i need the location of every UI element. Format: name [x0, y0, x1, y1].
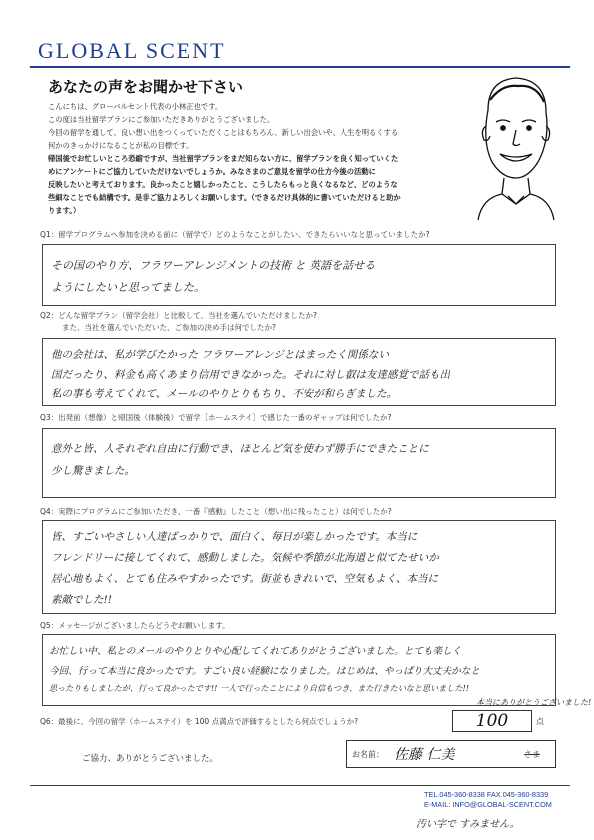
- intro-text: [48, 100, 478, 217]
- answer-5-line: 思ったりもしましたが、行って良かったです!! 一人で行ったことにより自信もつき、また行きたいなと思いました!!: [49, 683, 469, 693]
- honorific-suffix: さま: [524, 750, 540, 759]
- question-4-label: Q4：実際にプログラムにご参加いただき、一番『感動』したこと（想い出に残ったこと）は何でしたか?: [40, 507, 392, 516]
- answer-box-3: [42, 428, 556, 498]
- answer-5-line: 今回、行って本当に良かったです。すごい良い経験になりました。はじめは、やっぱり大丈夫かなと: [49, 666, 480, 677]
- contact-email: E-MAIL: INFO@GLOBAL-SCENT.COM: [424, 800, 552, 809]
- intro-line: こんにちは、グローバルセント代表の小林正也です。: [48, 102, 223, 111]
- answer-1-line: ようにしたいと思ってました。: [51, 281, 205, 294]
- intro-line: 帰国後でお忙しいところ恐縮ですが、当社留学プランをまだ知らない方に、留学プランを良く知っていくた: [48, 154, 399, 163]
- intro-line: めにアンケートにご協力していただけないでしょうか。みなさまのご意見を留学の仕方今後の活動に: [48, 167, 376, 176]
- answer-3-line: 意外と皆、人それぞれ自由に行動でき、ほとんど気を使わず勝手にできたことに: [51, 443, 429, 455]
- question-2-label: Q2：どんな留学プラン（留学会社）と比較して、当社を選んでいただけましたか?: [40, 311, 318, 320]
- score-side-note: 本当にありがとうございました!: [476, 698, 592, 707]
- answer-4-line: 素敵でした!!: [51, 594, 112, 606]
- answer-5-line: お忙しい中、私とのメールのやりとりや心配してくれてありがとうございました。とても楽しく: [49, 646, 462, 657]
- question-6-label: Q6：最後に、今回の留学（ホームステイ）を 100 点満点で評価するとしたら何点でしょうか?: [40, 717, 359, 726]
- intro-line: 何かのきっかけになることが私の目標です。: [48, 141, 194, 150]
- page-heading: あなたの声をお聞かせ下さい: [48, 78, 244, 96]
- question-2-sublabel: また、当社を選んでいただいた、ご参加の決め手は何でしたか?: [62, 323, 276, 332]
- brand-logo-text: GLOBAL SCENT: [38, 38, 226, 63]
- intro-line: 今回の留学を通して、良い想い出をつくっていただくことはもちろん、新しい出会いや、人生を明るくする: [48, 128, 399, 137]
- answer-4-line: フレンドリーに接してくれて、感動しました。気候や季節が北海道と似てたせいか: [51, 552, 439, 564]
- footer-divider: [30, 785, 570, 786]
- answer-2-line: 私の事も考えてくれて、メールのやりとりもちり、不安が和らぎました。: [51, 388, 398, 400]
- thanks-message: ご協力、ありがとうございました。: [82, 754, 219, 764]
- answer-4-line: 皆、すごいやさしい人達ばっかりで、面白く、毎日が楽しかったです。本当に: [51, 531, 418, 543]
- score-unit: 点: [536, 717, 544, 726]
- question-1-label: Q1：留学プログラムへ参加を決める前に（留学で）どのようなことがしたい、できたらいいなと思っていましたか?: [40, 230, 430, 239]
- answer-4-line: 居心地もよく、とても住みやすかったです。街並もきれいで、空気もよく、本当に: [51, 573, 439, 585]
- answer-box-1: [42, 244, 556, 306]
- intro-line: 些細なことでも結構です。是非ご協力よろしくお願いします。（できるだけ具体的に書いていただけると助か: [48, 193, 401, 202]
- handwritten-footnote: 汚い字で すみません。: [416, 819, 520, 830]
- question-3-label: Q3：出発前（想像）と帰国後（体験後）で留学［ホームステイ］で感じた一番のギャップは何でしたか?: [40, 413, 392, 422]
- answer-box-5: [42, 634, 556, 706]
- intro-line: この度は当社留学プランにご参加いただきありがとうございました。: [48, 115, 275, 124]
- name-label: お名前：: [352, 750, 384, 759]
- answer-3-line: 少し驚きました。: [51, 465, 135, 477]
- name-value: 佐藤 仁美: [394, 747, 455, 763]
- answer-2-line: 他の会社は、私が学びたかった フラワーアレンジとはまったく関係ない: [51, 349, 389, 361]
- question-5-label: Q5：メッセージがございましたらどうぞお願いします。: [40, 621, 230, 630]
- answer-1-line: その国のやり方、フラワーアレンジメントの技術 と 英語を話せる: [51, 259, 376, 272]
- contact-phone-fax: TEL.045-360-8338 FAX.045-360-8339: [424, 790, 549, 799]
- answer-box-2: [42, 338, 556, 406]
- score-box: 100: [452, 710, 532, 732]
- intro-line: 反映したいと考えております。良かったこと嬉しかったこと、こうしたらもっと良くなるなど、どのような: [48, 180, 398, 189]
- representative-caricature: [458, 70, 570, 220]
- intro-line: ります。）: [48, 206, 81, 215]
- answer-box-4: [42, 520, 556, 614]
- answer-2-line: 国だったり、料金も高くあまり信用できなかった。それに対し叡は友達感覚で話も出: [51, 369, 450, 381]
- header-divider: [30, 66, 570, 68]
